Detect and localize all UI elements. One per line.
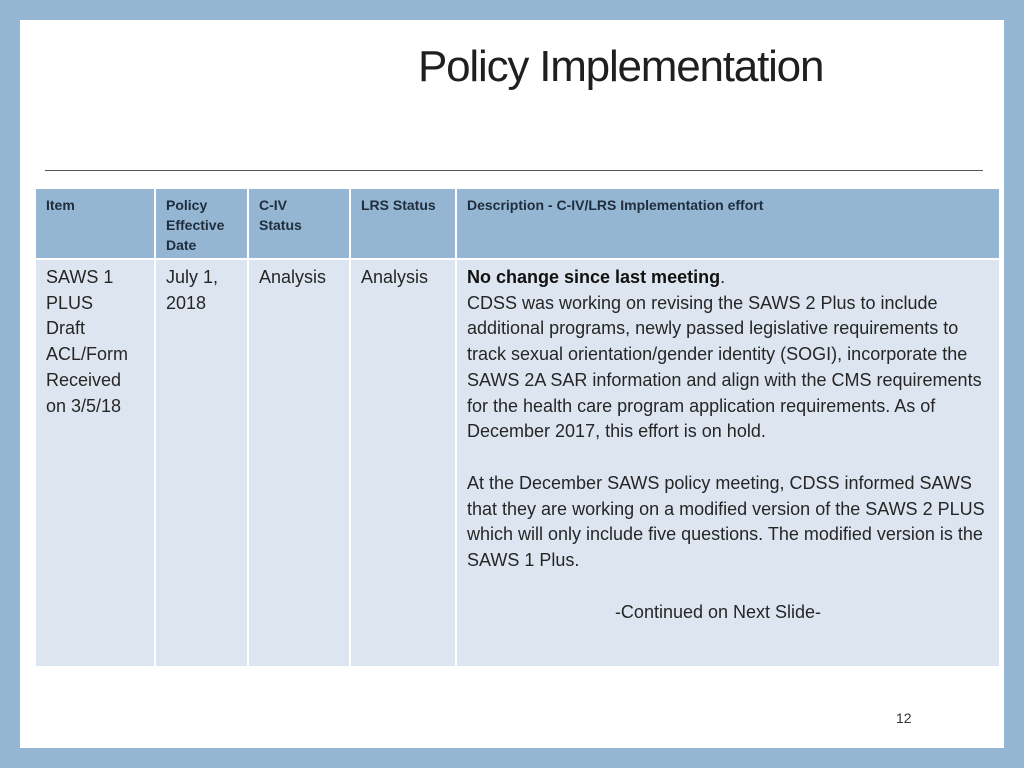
item-line: Draft [46,318,86,339]
cell-item [35,259,155,667]
description-lead-punct: . [720,267,726,287]
cell-effective-date [155,259,248,667]
paragraph-gap [467,445,989,471]
header-lrs-status: LRS Status [350,188,456,259]
item-line: SAWS 1 [46,267,114,287]
table-row [35,259,1000,667]
header-civ-line: C-IV [259,197,287,213]
item-line: on 3/5/18 [46,395,122,416]
description-lead [467,265,989,291]
header-policy-effective-date [155,188,248,259]
item-line: ACL/Form [46,344,129,365]
date-line: 2018 [166,292,207,313]
table-header-row [35,188,1000,259]
description-lead-text: No change since last meeting [467,267,721,287]
slide-title: Policy Implementation [418,42,824,91]
cell-description [456,259,1000,667]
page-number: 12 [896,710,912,726]
cell-civ-status: Analysis [248,259,350,667]
item-line: PLUS [46,292,94,313]
cell-lrs-status: Analysis [350,259,456,667]
slide [20,20,1004,748]
header-date-line: Effective [166,217,225,233]
header-date-line: Policy [166,197,208,213]
paragraph-gap [467,574,989,600]
date-line: July 1, [166,267,219,287]
header-item: Item [35,188,155,259]
header-civ-status [248,188,350,259]
header-date-line: Date [166,237,197,253]
continued-note: -Continued on Next Slide- [614,601,822,622]
item-line: Received [46,369,122,390]
header-description: Description - C-IV/LRS Implementation effort [456,188,1000,259]
header-civ-line: Status [259,217,302,233]
title-divider [45,170,983,171]
description-paragraph: At the December SAWS policy meeting, CDSS informed SAWS that they are working on a modified version of the SAWS 2 PLUS which will only include five questions. The modified version is the SAWS 1 Plus. [467,472,985,571]
policy-table [34,187,1001,668]
description-paragraph: CDSS was working on revising the SAWS 2 Plus to include additional programs, newly passed legislative requirements to track sexual orientation/gender identity (SOGI), incorporate the SAWS 2A SAR information and align with the CMS requirements for the health care program application requirements. As of December 2017, this effort is on hold. [467,292,982,442]
